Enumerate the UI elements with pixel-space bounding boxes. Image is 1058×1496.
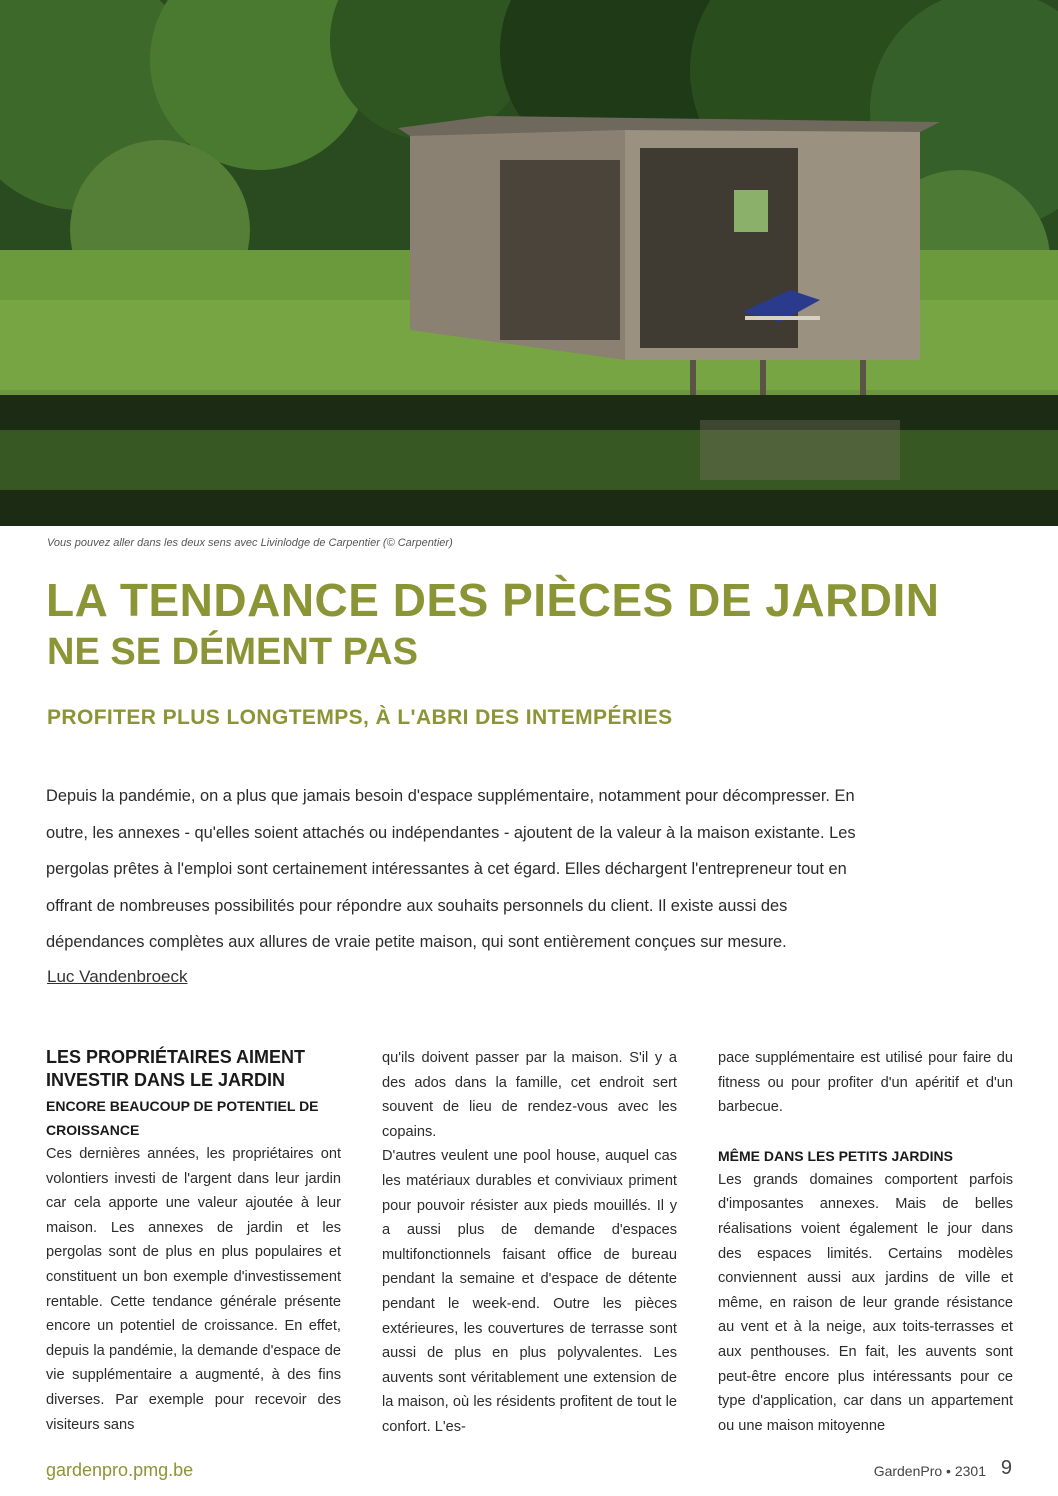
body-column-1 [46,1046,341,1437]
body-column-3 [718,1046,1013,1438]
photo-caption: Vous pouvez aller dans les deux sens avec Livinlodge de Carpentier (© Carpentier) [47,537,453,549]
garden-cabin-illustration [0,0,1058,526]
section-heading: LES PROPRIÉTAIRES AIMENT INVESTIR DANS LE JARDIN [46,1047,306,1090]
article-title: LA TENDANCE DES PIÈCES DE JARDIN [46,574,940,626]
body-paragraph: D'autres veulent une pool house, auquel cas les matériaux durables et conviviaux priment pour pouvoir résister aux pieds mouillés. Il y a aussi plus de demande d'espaces multifonctionnels faisant office de bureau pendant la semaine et d'espace de détente pendant le week-end. Outre les pièces extérieures, les couvertures de terrasse sont aussi de plus en plus polyvalentes. Les auvents sont véritablement une extension de la maison, où les résidents profitent de tout le confort. L'es- [382,1148,677,1435]
page-number: 9 [1000,1457,1012,1479]
article-subtitle: NE SE DÉMENT PAS [47,631,418,673]
body-paragraph: Les grands domaines comportent parfois d'imposantes annexes. Mais de belles réalisations voient également le jour dans des espaces limités. Certains modèles conviennent aussi aux jardins de ville et même, en raison de leur grande résistance au vent et à la neige, aux toits-terrasses et aux penthouses. En fait, les auvents sont peut-être encore plus intéressants pour ce type d'application, car dans un appartement ou une maison mitoyenne [718,1171,1013,1434]
section-heading: MÊME DANS LES PETITS JARDINS [718,1147,953,1164]
body-column-2 [382,1046,677,1440]
paragraph-spacer [718,1120,1013,1144]
body-paragraph: qu'ils doivent passer par la maison. S'il y a des ados dans la famille, cet endroit sert souvent de lieu de rendez-vous avec les copains. [382,1050,677,1140]
article-kicker: PROFITER PLUS LONGTEMPS, À L'ABRI DES INTEMPÉRIES [47,706,673,729]
body-paragraph: pace supplémentaire est utilisé pour faire du fitness ou pour profiter d'un apéritif et d'un barbecue. [718,1050,1013,1116]
author-link[interactable]: Luc Vandenbroeck [47,967,188,986]
intro-paragraph: Depuis la pandémie, on a plus que jamais besoin d'espace supplémentaire, notamment pour décompresser. En outre, les annexes - qu'elles soient attachés ou indépendantes - ajoutent de la valeur à la maison existante. Les pergolas prêtes à l'emploi sont certainement intéressantes à cet égard. Elles déchargent l'entrepreneur tout en offrant de nombreuses possibilités pour répondre aux souhaits personnels du client. Il existe aussi des dépendances complètes aux allures de vraie petite maison, qui sont entièrement conçues sur mesure. [46,787,856,951]
section-subheading: ENCORE BEAUCOUP DE POTENTIEL DE CROISSANCE [46,1098,319,1138]
hero-photo [0,0,1058,526]
footer-publication: GardenPro • 2301 [873,1463,986,1479]
body-paragraph: Ces dernières années, les propriétaires ont volontiers investi de l'argent dans leur jardin car cela apporte une valeur ajoutée à leur maison. Les annexes de jardin et les pergolas sont de plus en plus populaires et constituent un bon exemple d'investissement rentable. Cette tendance générale présente encore un potentiel de croissance. En effet, depuis la pandémie, la demande d'espace de vie supplémentaire a augmenté, à des fins diverses. Par exemple pour recevoir des visiteurs sans [46,1146,341,1433]
footer-website-link[interactable]: gardenpro.pmg.be [46,1460,194,1480]
